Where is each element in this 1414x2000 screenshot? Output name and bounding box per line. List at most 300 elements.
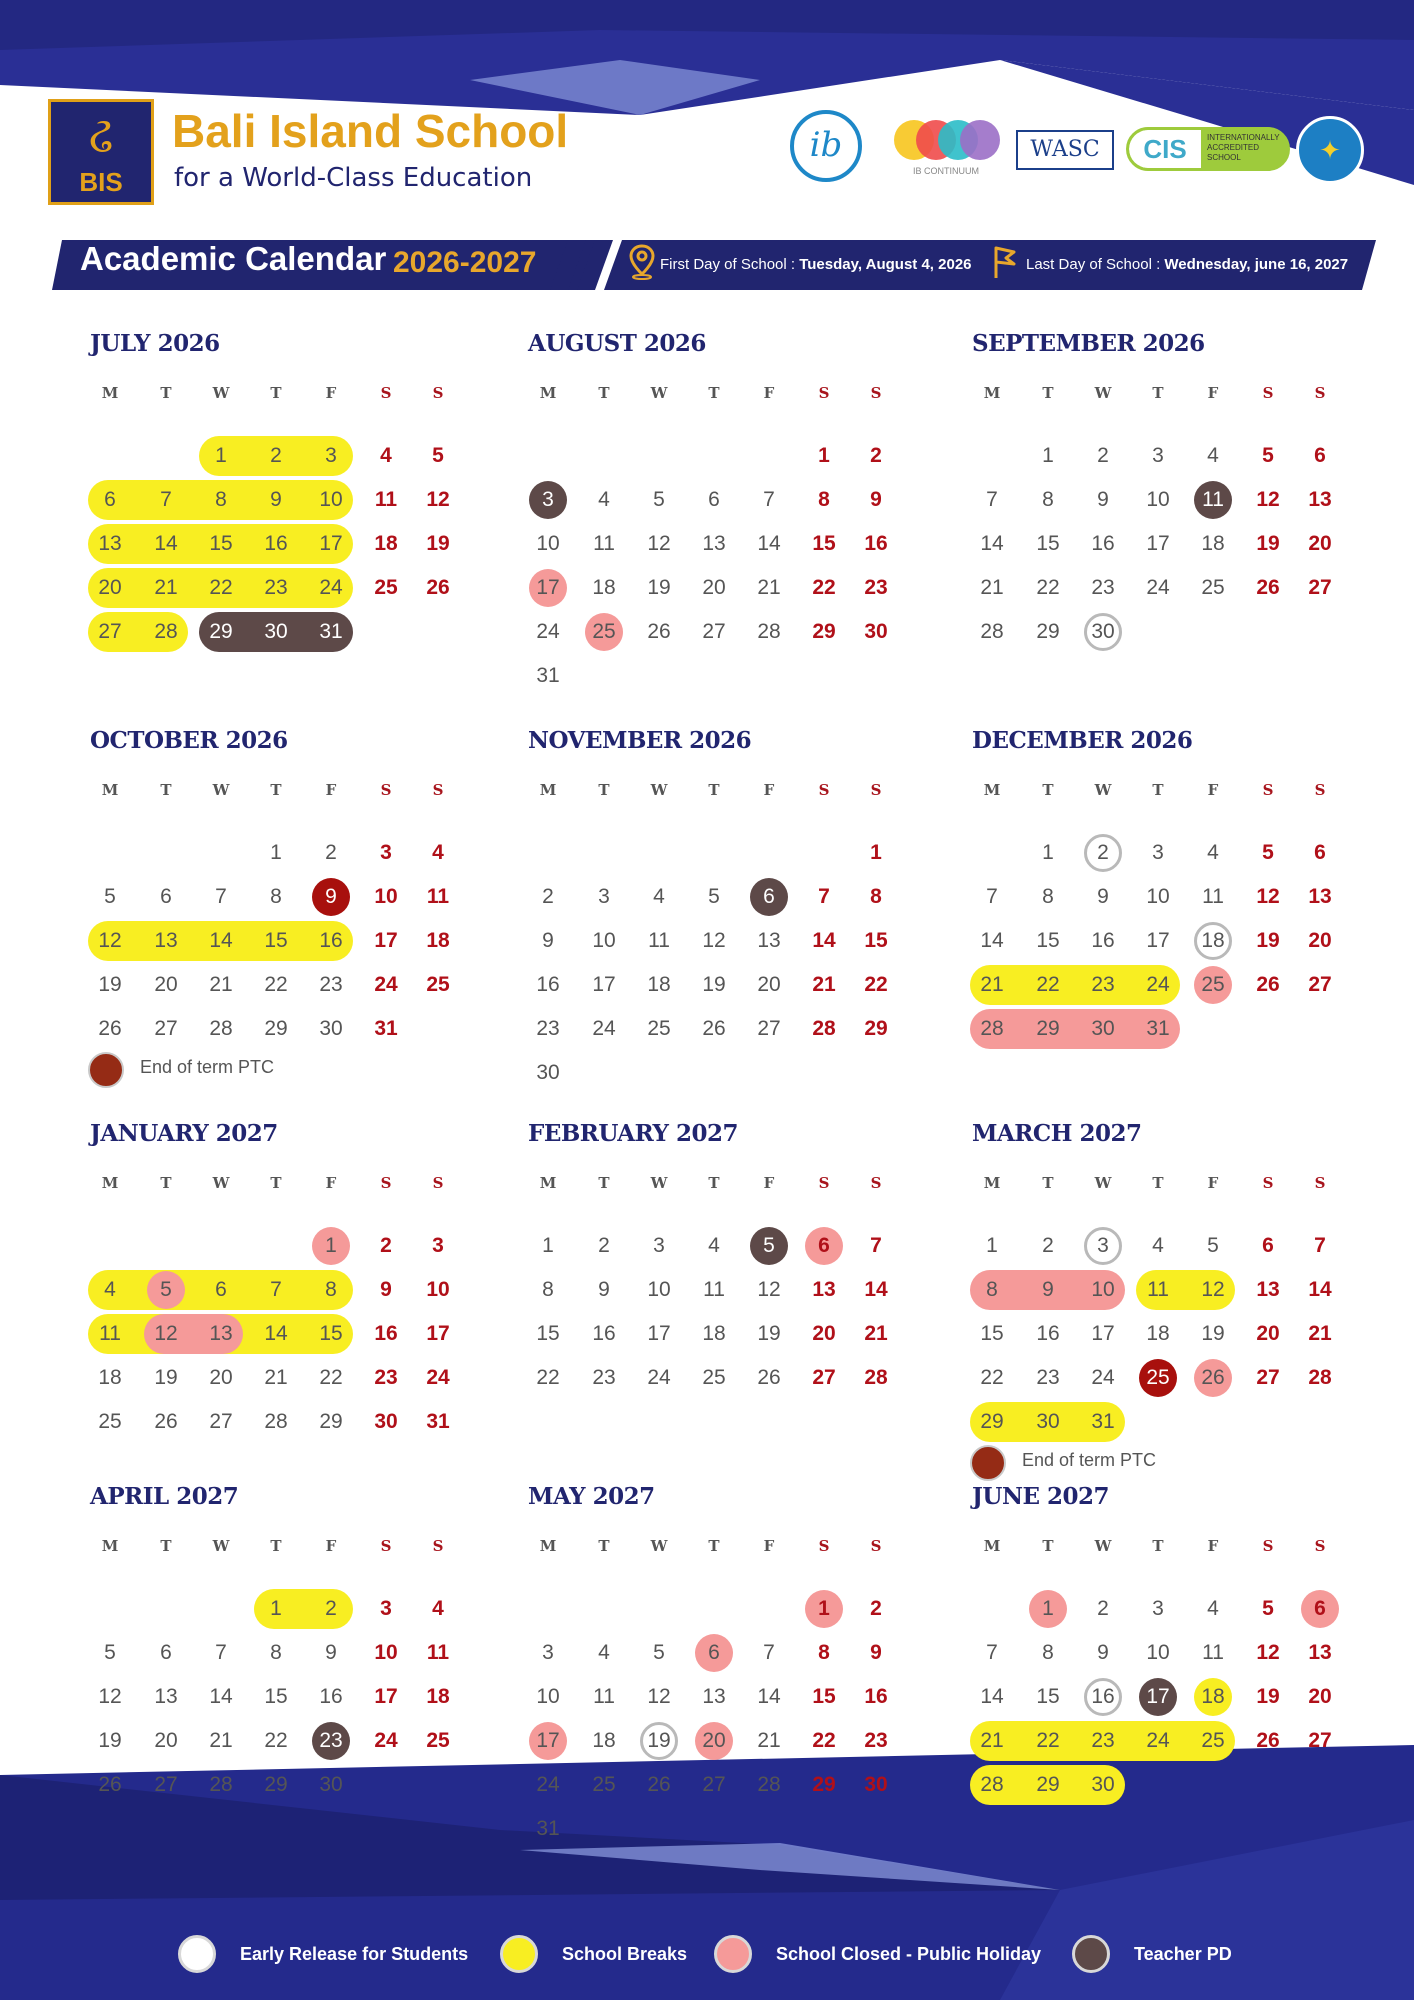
calendar-day: 18 (592, 576, 616, 599)
calendar-day: 28 (980, 620, 1004, 643)
calendar-day: 7 (215, 885, 227, 908)
month-title: APRIL 2027 (90, 1483, 239, 1510)
calendar-day: 10 (536, 1685, 560, 1708)
calendar-day: 18 (426, 929, 450, 952)
calendar-day: 5 (1262, 841, 1274, 864)
calendar-day: 28 (757, 1773, 781, 1796)
weekday-header: W (212, 781, 230, 799)
calendar-day: 4 (432, 1597, 444, 1620)
calendar-day: 19 (757, 1322, 781, 1345)
calendar-day: 16 (374, 1322, 398, 1345)
weekday-header: S (380, 384, 392, 402)
weekday-header: S (818, 1537, 830, 1555)
calendar-day: 21 (980, 973, 1004, 996)
calendar-day: 30 (1036, 1410, 1060, 1433)
calendar-day: 9 (1097, 885, 1109, 908)
calendar-day: 29 (812, 620, 836, 643)
cis-text: CIS (1143, 134, 1187, 164)
calendar-day: 27 (154, 1773, 178, 1796)
calendar-day: 22 (980, 1366, 1004, 1389)
school-name: Bali Island School (172, 105, 569, 157)
calendar-day: 8 (818, 488, 830, 511)
calendar-day: 25 (1201, 576, 1225, 599)
calendar-day: 13 (1308, 885, 1332, 908)
calendar-day: 18 (374, 532, 398, 555)
calendar-day: 26 (426, 576, 450, 599)
wasc-text: WASC (1030, 137, 1100, 162)
calendar-day: 13 (209, 1322, 233, 1345)
calendar-day: 25 (374, 576, 398, 599)
calendar-day: 19 (154, 1366, 178, 1389)
calendar-day: 4 (598, 1641, 610, 1664)
calendar-day: 18 (647, 973, 671, 996)
calendar-day: 12 (647, 532, 671, 555)
weekday-header: F (1207, 781, 1219, 799)
calendar-day: 20 (757, 973, 781, 996)
weekday-header: S (1314, 1537, 1326, 1555)
calendar-day: 28 (1308, 1366, 1332, 1389)
calendar-day: 23 (864, 576, 888, 599)
calendar-day: 25 (426, 973, 450, 996)
calendar-day: 16 (1091, 929, 1115, 952)
calendar-day: 20 (209, 1366, 233, 1389)
calendar-day: 27 (757, 1017, 781, 1040)
calendar-day: 5 (160, 1278, 172, 1301)
weekday-header: T (708, 384, 720, 402)
calendar-day: 2 (380, 1234, 392, 1257)
weekday-header: M (101, 1174, 119, 1192)
calendar-day: 1 (1042, 444, 1054, 467)
calendar-day: 22 (536, 1366, 560, 1389)
calendar-day: 4 (380, 444, 392, 467)
calendar-day: 25 (1201, 973, 1225, 996)
calendar-day: 5 (104, 885, 116, 908)
calendar-day: 6 (1262, 1234, 1274, 1257)
calendar-day: 15 (536, 1322, 560, 1345)
calendar-day: 12 (1256, 1641, 1280, 1664)
calendar-day: 30 (536, 1061, 560, 1084)
calendar-day: 9 (598, 1278, 610, 1301)
ib-logo-text: ib (809, 125, 843, 165)
calendar-day: 11 (593, 532, 615, 555)
month-december-2026 (972, 727, 1362, 1057)
calendar-day: 19 (702, 973, 726, 996)
calendar-day: 22 (209, 576, 233, 599)
weekday-header: S (432, 781, 444, 799)
calendar-day: 6 (708, 1641, 720, 1664)
weekday-header: S (1262, 384, 1274, 402)
calendar-day: 28 (757, 620, 781, 643)
calendar-day: 26 (647, 620, 671, 643)
calendar-day: 9 (1042, 1278, 1054, 1301)
calendar-day: 8 (325, 1278, 337, 1301)
calendar-day: 23 (319, 1729, 343, 1752)
calendar-day: 28 (264, 1410, 288, 1433)
calendar-day: 26 (702, 1017, 726, 1040)
weekday-header: M (983, 781, 1001, 799)
calendar-day: 3 (598, 885, 610, 908)
calendar-day: 22 (1036, 576, 1060, 599)
month-title: AUGUST 2026 (528, 330, 706, 357)
weekday-header: T (1042, 384, 1054, 402)
calendar-day: 17 (1146, 532, 1170, 555)
calendar-day: 22 (864, 973, 888, 996)
calendar-day: 23 (1091, 1729, 1115, 1752)
weekday-header: W (212, 1537, 230, 1555)
calendar-day: 31 (536, 664, 560, 687)
calendar-day: 21 (209, 973, 233, 996)
calendar-day: 21 (264, 1366, 288, 1389)
weekday-header: T (270, 384, 282, 402)
calendar-day: 30 (319, 1017, 343, 1040)
weekday-header: T (1152, 781, 1164, 799)
calendar-day: 12 (1201, 1278, 1225, 1301)
calendar-day: 24 (319, 576, 343, 599)
month-title: OCTOBER 2026 (90, 727, 288, 754)
calendar-day: 11 (1202, 488, 1224, 511)
calendar-day: 16 (319, 1685, 343, 1708)
month-title: DECEMBER 2026 (972, 727, 1193, 754)
weekday-header: T (270, 1174, 282, 1192)
calendar-day: 8 (818, 1641, 830, 1664)
calendar-day: 23 (864, 1729, 888, 1752)
calendar-day: 25 (1146, 1366, 1170, 1389)
calendar-day: 26 (1256, 973, 1280, 996)
calendar-day: 17 (374, 929, 398, 952)
calendar-day: 8 (542, 1278, 554, 1301)
calendar-day: 19 (1256, 929, 1280, 952)
weekday-header: F (325, 1174, 337, 1192)
weekday-header: T (1042, 1537, 1054, 1555)
calendar-day: 4 (104, 1278, 116, 1301)
month-title: MAY 2027 (528, 1483, 655, 1510)
tut-wuri-handayani-emblem-icon: ✦ (1296, 116, 1364, 184)
weekday-header: S (1314, 781, 1326, 799)
end-of-term-ptc-label: End of term PTC (1022, 1450, 1157, 1470)
calendar-day: 13 (702, 532, 726, 555)
calendar-day: 20 (154, 973, 178, 996)
calendar-day: 16 (536, 973, 560, 996)
weekday-header: S (818, 1174, 830, 1192)
calendar-day: 10 (319, 488, 343, 511)
month-may-2027 (528, 1483, 918, 1840)
calendar-day: 6 (1314, 1597, 1326, 1620)
weekday-header: T (160, 1174, 172, 1192)
calendar-day: 11 (648, 929, 670, 952)
calendar-day: 2 (1097, 841, 1109, 864)
calendar-day: 28 (812, 1017, 836, 1040)
weekday-header: M (983, 1537, 1001, 1555)
calendar-day: 9 (542, 929, 554, 952)
calendar-day: 29 (1036, 1017, 1060, 1040)
weekday-header: T (160, 384, 172, 402)
calendar-day: 3 (325, 444, 337, 467)
calendar-day: 9 (1097, 1641, 1109, 1664)
month-title: JULY 2026 (90, 330, 220, 357)
calendar-day: 30 (864, 1773, 888, 1796)
school-logo (48, 99, 154, 205)
calendar-day: 26 (1201, 1366, 1225, 1389)
weekday-header: M (101, 1537, 119, 1555)
calendar-day: 14 (864, 1278, 888, 1301)
calendar-day: 23 (1036, 1366, 1060, 1389)
calendar-day: 14 (812, 929, 836, 952)
calendar-day: 22 (264, 973, 288, 996)
weekday-header: F (1207, 384, 1219, 402)
first-day-value: Tuesday, August 4, 2026 (799, 256, 972, 273)
calendar-day: 21 (209, 1729, 233, 1752)
wasc-logo (1016, 130, 1114, 170)
weekday-header: T (1042, 1174, 1054, 1192)
calendar-day: 28 (154, 620, 178, 643)
calendar-day: 13 (154, 929, 178, 952)
calendar-day: 25 (426, 1729, 450, 1752)
calendar-day: 24 (592, 1017, 616, 1040)
month-title: SEPTEMBER 2026 (972, 330, 1205, 357)
calendar-day: 15 (264, 929, 288, 952)
calendar-day: 22 (812, 576, 836, 599)
weekday-header: T (1152, 1537, 1164, 1555)
calendar-day: 13 (98, 532, 122, 555)
calendar-day: 6 (763, 885, 775, 908)
weekday-header: T (270, 781, 282, 799)
calendar-day: 11 (703, 1278, 725, 1301)
calendar-day: 23 (319, 973, 343, 996)
calendar-day: 4 (708, 1234, 720, 1257)
calendar-day: 22 (264, 1729, 288, 1752)
calendar-day: 11 (1202, 885, 1224, 908)
legend-swatch (714, 1935, 752, 1973)
calendar-day: 26 (98, 1773, 122, 1796)
calendar-day: 21 (980, 576, 1004, 599)
first-day-label: First Day of School : (660, 256, 796, 273)
calendar-day: 7 (160, 488, 172, 511)
calendar-day: 13 (1308, 488, 1332, 511)
calendar-day: 22 (812, 1729, 836, 1752)
calendar-day: 2 (1097, 444, 1109, 467)
calendar-day: 1 (818, 444, 830, 467)
calendar-day: 16 (319, 929, 343, 952)
calendar-day: 21 (154, 576, 178, 599)
calendar-day: 24 (647, 1366, 671, 1389)
calendar-day: 2 (1097, 1597, 1109, 1620)
weekday-header: S (870, 781, 882, 799)
calendar-day: 27 (1256, 1366, 1280, 1389)
calendar-day: 6 (1314, 841, 1326, 864)
calendar-day: 24 (1146, 1729, 1170, 1752)
calendar-day: 1 (270, 841, 282, 864)
calendar-day: 13 (757, 929, 781, 952)
weekday-header: F (325, 384, 337, 402)
calendar-day: 1 (1042, 841, 1054, 864)
calendar-day: 21 (757, 576, 781, 599)
calendar-day: 7 (986, 488, 998, 511)
calendar-day: 1 (986, 1234, 998, 1257)
calendar-day: 9 (325, 1641, 337, 1664)
weekday-header: W (212, 1174, 230, 1192)
weekday-header: T (1042, 781, 1054, 799)
calendar-day: 2 (270, 444, 282, 467)
calendar-day: 19 (1201, 1322, 1225, 1345)
weekday-header: T (708, 1174, 720, 1192)
calendar-day: 3 (1097, 1234, 1109, 1257)
calendar-day: 24 (1146, 973, 1170, 996)
month-march-2027 (972, 1120, 1362, 1470)
calendar-day: 14 (209, 929, 233, 952)
calendar-day: 11 (593, 1685, 615, 1708)
calendar-day: 23 (1091, 973, 1115, 996)
weekday-header: M (983, 384, 1001, 402)
calendar-day: 27 (702, 1773, 726, 1796)
calendar-day: 22 (319, 1366, 343, 1389)
calendar-day: 30 (1091, 1017, 1115, 1040)
calendar-day: 21 (812, 973, 836, 996)
calendar-day: 6 (160, 885, 172, 908)
calendar-day: 31 (536, 1817, 560, 1840)
calendar-day: 1 (818, 1597, 830, 1620)
weekday-header: S (1262, 1537, 1274, 1555)
calendar-day: 8 (1042, 488, 1054, 511)
weekday-header: T (708, 781, 720, 799)
end-of-term-ptc-dot (88, 1052, 124, 1088)
calendar-day: 1 (1042, 1597, 1054, 1620)
weekday-header: T (598, 1174, 610, 1192)
calendar-day: 10 (1146, 885, 1170, 908)
calendar-day: 6 (818, 1234, 830, 1257)
calendar-day: 10 (426, 1278, 450, 1301)
calendar-day: 17 (1146, 1685, 1170, 1708)
weekday-header: F (763, 384, 775, 402)
first-day-info (660, 256, 972, 273)
calendar-day: 26 (154, 1410, 178, 1433)
calendar-day: 24 (426, 1366, 450, 1389)
calendar-day: 18 (1201, 532, 1225, 555)
calendar-day: 27 (1308, 576, 1332, 599)
weekday-header: W (1094, 781, 1112, 799)
calendar-day: 2 (1042, 1234, 1054, 1257)
ib-continuum-logo (890, 120, 1002, 180)
weekday-header: T (598, 1537, 610, 1555)
calendar-day: 17 (426, 1322, 450, 1345)
calendar-day: 5 (1262, 1597, 1274, 1620)
weekday-header: M (101, 781, 119, 799)
calendar-day: 9 (1097, 488, 1109, 511)
calendar-day: 15 (209, 532, 233, 555)
calendar-day: 8 (870, 885, 882, 908)
calendar-day: 7 (215, 1641, 227, 1664)
calendar-day: 21 (757, 1729, 781, 1752)
calendar-day: 4 (653, 885, 665, 908)
calendar-day: 7 (870, 1234, 882, 1257)
calendar-day: 24 (374, 1729, 398, 1752)
weekday-header: S (380, 781, 392, 799)
calendar-day: 6 (215, 1278, 227, 1301)
weekday-header: M (539, 384, 557, 402)
calendar-day: 7 (763, 488, 775, 511)
weekday-header: M (539, 781, 557, 799)
ib-continuum-label: IB CONTINUUM (913, 166, 979, 176)
last-day-label: Last Day of School : (1026, 256, 1161, 273)
calendar-day: 29 (264, 1773, 288, 1796)
calendar-day: 12 (154, 1322, 178, 1345)
calendar-day: 29 (319, 1410, 343, 1433)
calendar-day: 21 (864, 1322, 888, 1345)
weekday-header: W (1094, 1174, 1112, 1192)
calendar-day: 28 (209, 1017, 233, 1040)
calendar-day: 26 (98, 1017, 122, 1040)
calendar-day: 3 (1152, 1597, 1164, 1620)
calendar-day: 12 (426, 488, 450, 511)
calendar-day: 16 (264, 532, 288, 555)
calendar-day: 15 (812, 1685, 836, 1708)
calendar-day: 17 (319, 532, 343, 555)
calendar-day: 25 (1201, 1729, 1225, 1752)
calendar-day: 28 (209, 1773, 233, 1796)
calendar-day: 30 (319, 1773, 343, 1796)
calendar-day: 14 (1308, 1278, 1332, 1301)
weekday-header: T (160, 781, 172, 799)
calendar-day: 16 (1036, 1322, 1060, 1345)
calendar-day: 4 (1152, 1234, 1164, 1257)
weekday-header: F (325, 1537, 337, 1555)
calendar-day: 13 (154, 1685, 178, 1708)
calendar-day: 12 (702, 929, 726, 952)
calendar-day: 25 (98, 1410, 122, 1433)
calendar-day: 2 (325, 1597, 337, 1620)
calendar-day: 23 (264, 576, 288, 599)
calendar-day: 17 (536, 1729, 560, 1752)
weekday-header: S (432, 384, 444, 402)
month-april-2027 (90, 1483, 480, 1813)
calendar-day: 15 (264, 1685, 288, 1708)
calendar-day: 22 (1036, 973, 1060, 996)
calendar-day: 15 (864, 929, 888, 952)
calendar-day: 31 (374, 1017, 398, 1040)
calendar-day: 3 (542, 488, 554, 511)
calendar-day: 29 (264, 1017, 288, 1040)
ib-logo (790, 110, 862, 182)
calendar-day: 15 (980, 1322, 1004, 1345)
calendar-day: 15 (812, 532, 836, 555)
calendar-day: 18 (426, 1685, 450, 1708)
weekday-header: S (818, 384, 830, 402)
calendar-day: 15 (1036, 532, 1060, 555)
calendar-day: 18 (1146, 1322, 1170, 1345)
month-july-2026 (90, 330, 480, 660)
calendar-day: 5 (1262, 444, 1274, 467)
weekday-header: S (870, 1537, 882, 1555)
calendar-day: 19 (1256, 532, 1280, 555)
calendar-day: 8 (986, 1278, 998, 1301)
weekday-header: W (1094, 1537, 1112, 1555)
calendar-day: 17 (536, 576, 560, 599)
calendar-day: 29 (980, 1410, 1004, 1433)
calendar-day: 31 (426, 1410, 450, 1433)
location-pin-icon (628, 244, 656, 280)
calendar-day: 30 (374, 1410, 398, 1433)
calendar-day: 18 (702, 1322, 726, 1345)
weekday-header: S (1314, 1174, 1326, 1192)
calendar-day: 12 (757, 1278, 781, 1301)
calendar-day: 14 (154, 532, 178, 555)
calendar-day: 4 (598, 488, 610, 511)
calendar-day: 29 (864, 1017, 888, 1040)
calendar-day: 7 (818, 885, 830, 908)
weekday-header: F (325, 781, 337, 799)
calendar-day: 30 (864, 620, 888, 643)
month-june-2027 (972, 1483, 1362, 1813)
month-title: FEBRUARY 2027 (528, 1120, 738, 1147)
